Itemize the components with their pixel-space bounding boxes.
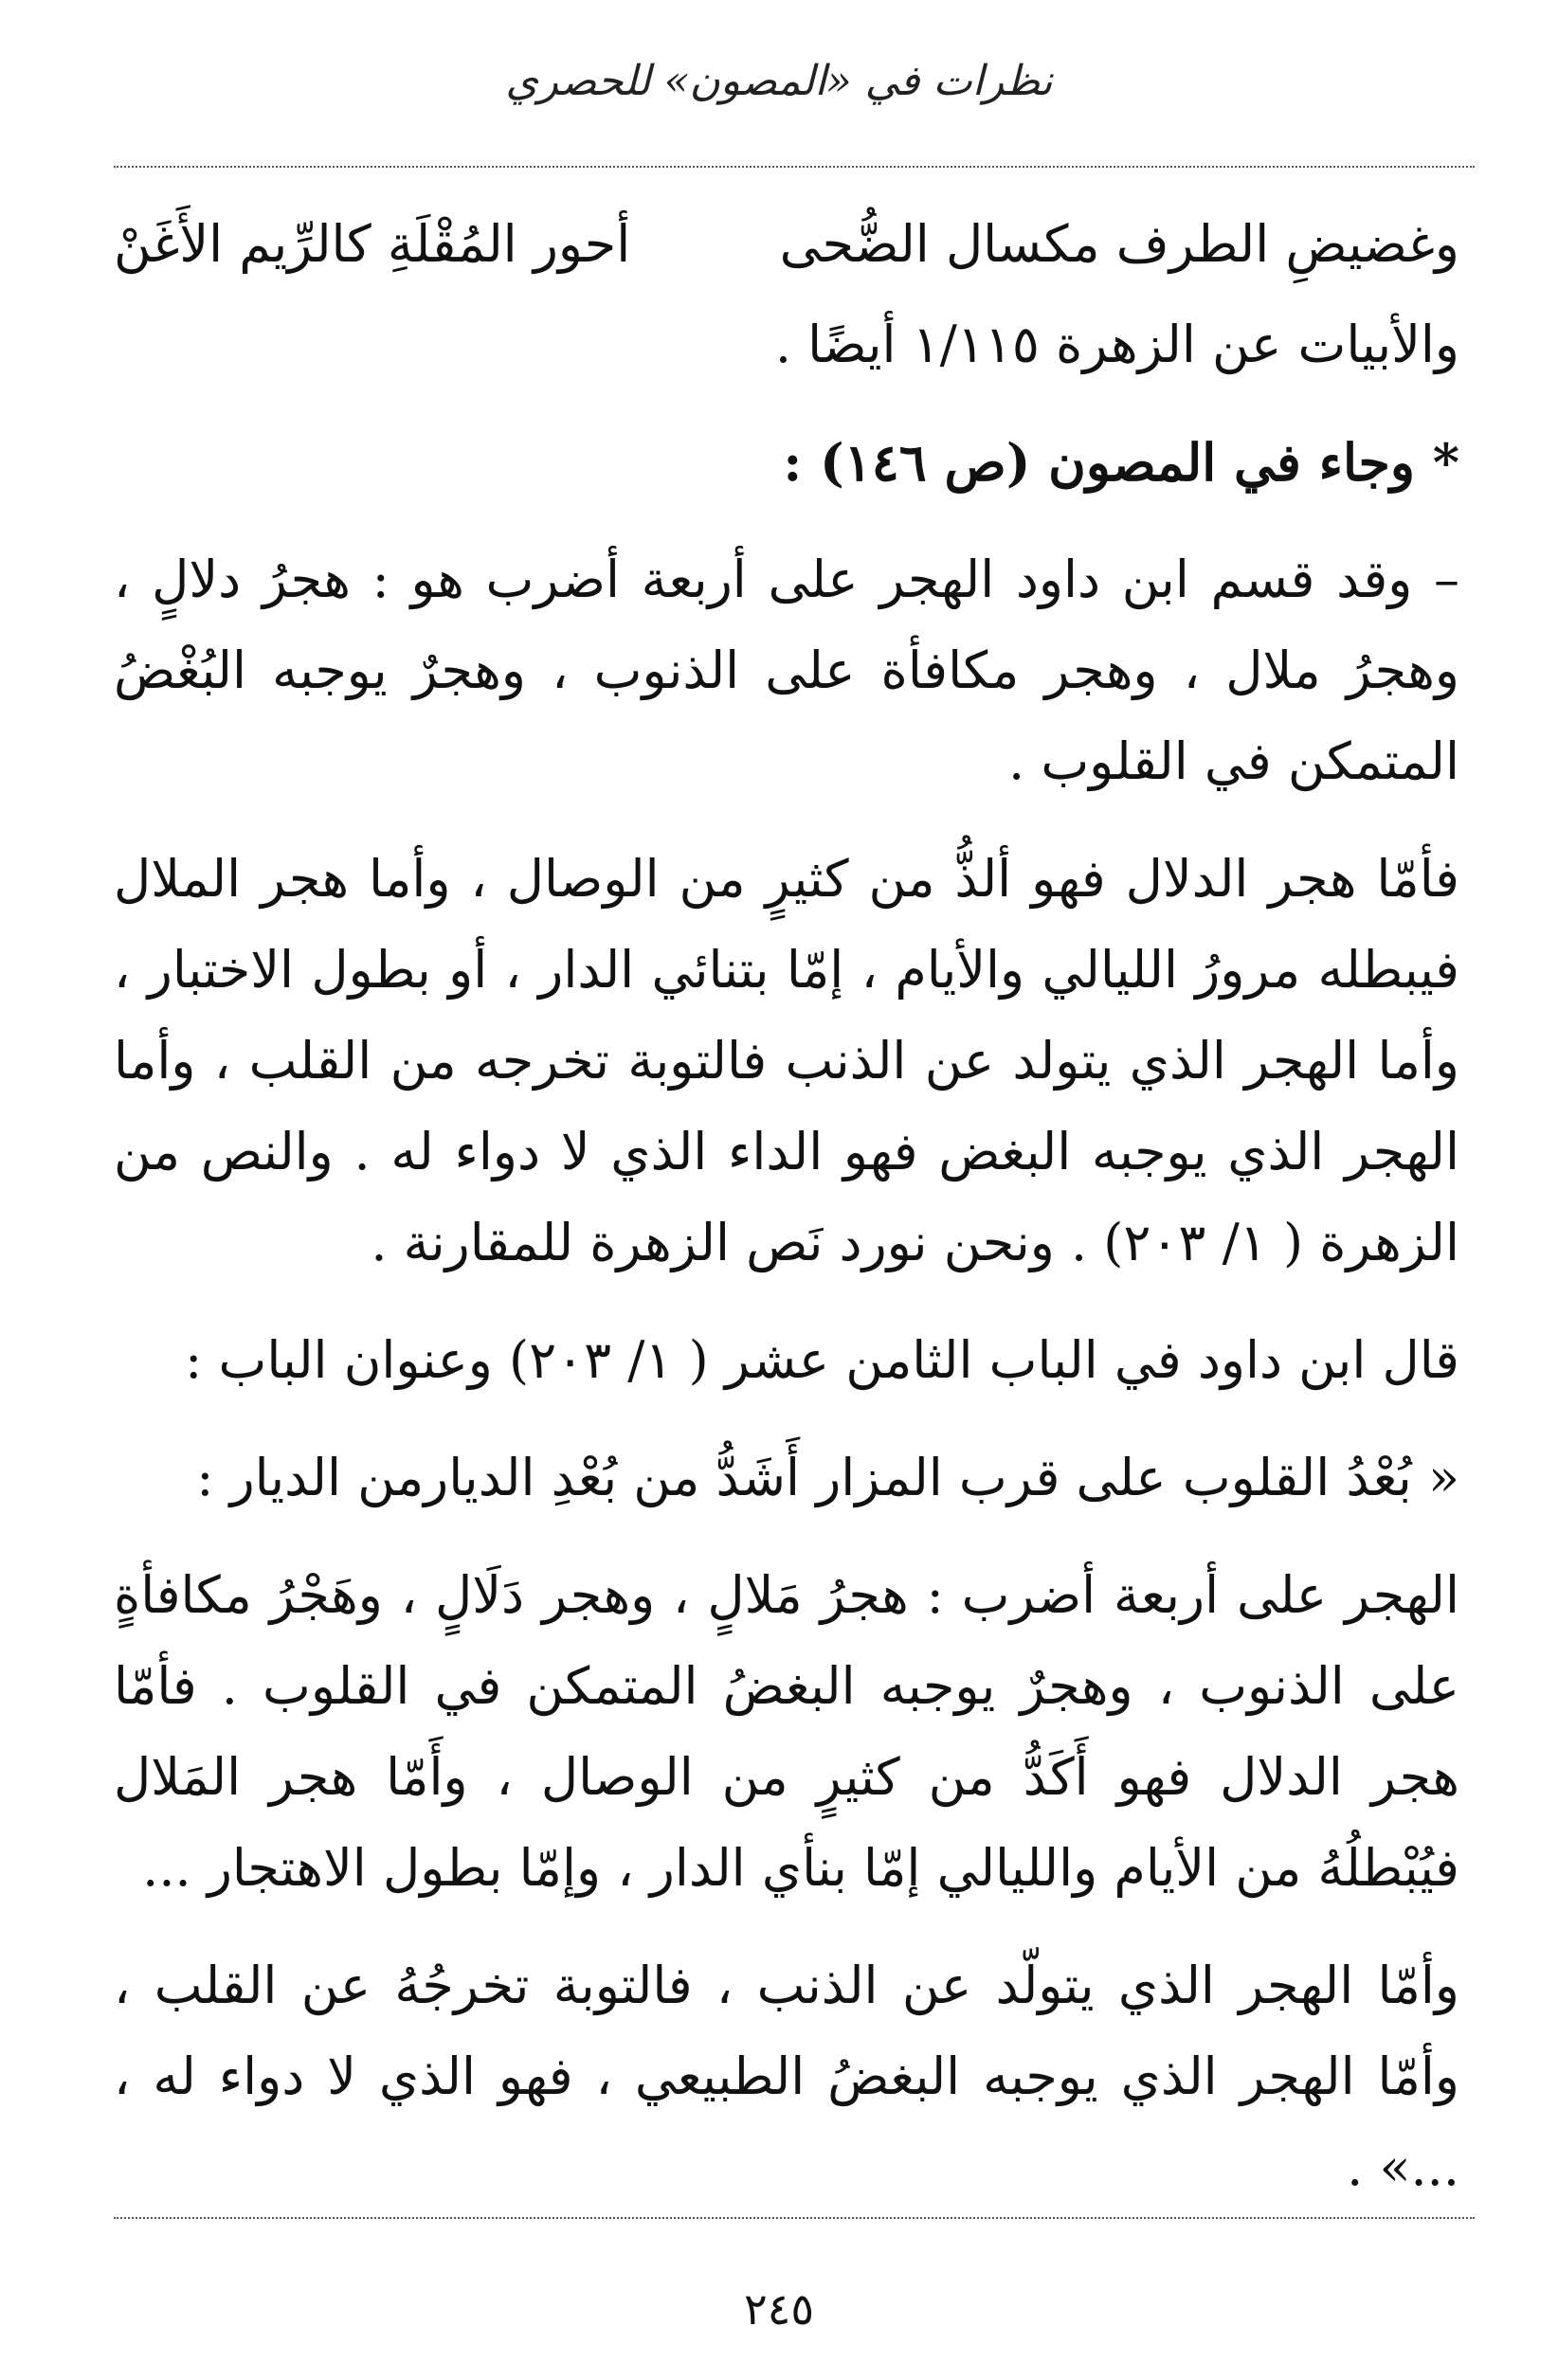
paragraph-explanation: فأمّا هجر الدلال فهو ألذُّ من كثيرٍ من الوصال ، وأما هجر الملال فيبطله مرورُ الليالي والأيام ، إمّا بتنائي الدار ، أو بطول الاختبار ، وأما الهجر الذي يتولد عن الذنب فالتوبة تخرجه من القلب ، وأما الهجر الذي يوجبه البغض فهو الداء الذي لا دواء له . والنص من الزهرة ( ١/ ٢٠٣) . ونحن نورد نَص الزهرة للمقارنة . [114, 849, 1459, 1272]
page-body [114, 199, 1459, 2240]
header-divider [114, 166, 1475, 168]
paragraph-zahra-ending: وأمّا الهجر الذي يتولّد عن الذنب ، فالتوبة تخرجُهُ عن القلب ، وأمّا الهجر الذي يوجبه البغضُ الطبيعي ، فهو الذي لا دواء له ، ...» . [114, 1956, 1459, 2197]
verse-first-hemistich: وغضيضِ الطرف مكسال الضُّحى [779, 214, 1459, 274]
paragraph-chapter-intro: قال ابن داود في الباب الثامن عشر ( ١/ ٢٠٣) وعنوان الباب : [185, 1330, 1459, 1390]
paragraph-zahra-text: الهجر على أربعة أضرب : هجرُ مَلالٍ ، وهجر دَلَالٍ ، وهَجْرُ مكافأةٍ على الذنوب ، وهجرٌ يوجبه البغضُ المتمكن في القلوب . فأمّا هجر الدلال فهو أَكَدُّ من كثيرٍ من الوصال ، وأَمّا هجر المَلال فيُبْطلُهُ من الأيام والليالي إمّا بنأي الدار ، وإمّا بطول الاهتجار ... [114, 1565, 1459, 1898]
section-heading: * وجاء في المصون (ص ١٤٦) : [783, 432, 1459, 493]
page-number: ٢٤٥ [743, 2283, 815, 2335]
running-header: نظرات في «المصون» للحصري [505, 57, 1053, 105]
footer-divider [114, 2217, 1475, 2219]
verse-second-hemistich: أحور المُقْلَةِ كالرِّيم الأَغَنْ [114, 214, 631, 274]
paragraph-source-note: والأبيات عن الزهرة ١/١١٥ أيضًا . [774, 315, 1459, 374]
paragraph-chapter-title: « بُعْدُ القلوب على قرب المزار أَشَدُّ من بُعْدِ الديارمن الديار : [196, 1448, 1459, 1507]
poetry-verse [114, 199, 1459, 290]
paragraph-quote-masoun: – وقد قسم ابن داود الهجر على أربعة أضرب هو : هجرُ دلالٍ ، وهجرُ ملال ، وهجر مكافأة على الذنوب ، وهجرٌ يوجبه البُغْضُ المتمكن في القلوب . [114, 550, 1459, 791]
